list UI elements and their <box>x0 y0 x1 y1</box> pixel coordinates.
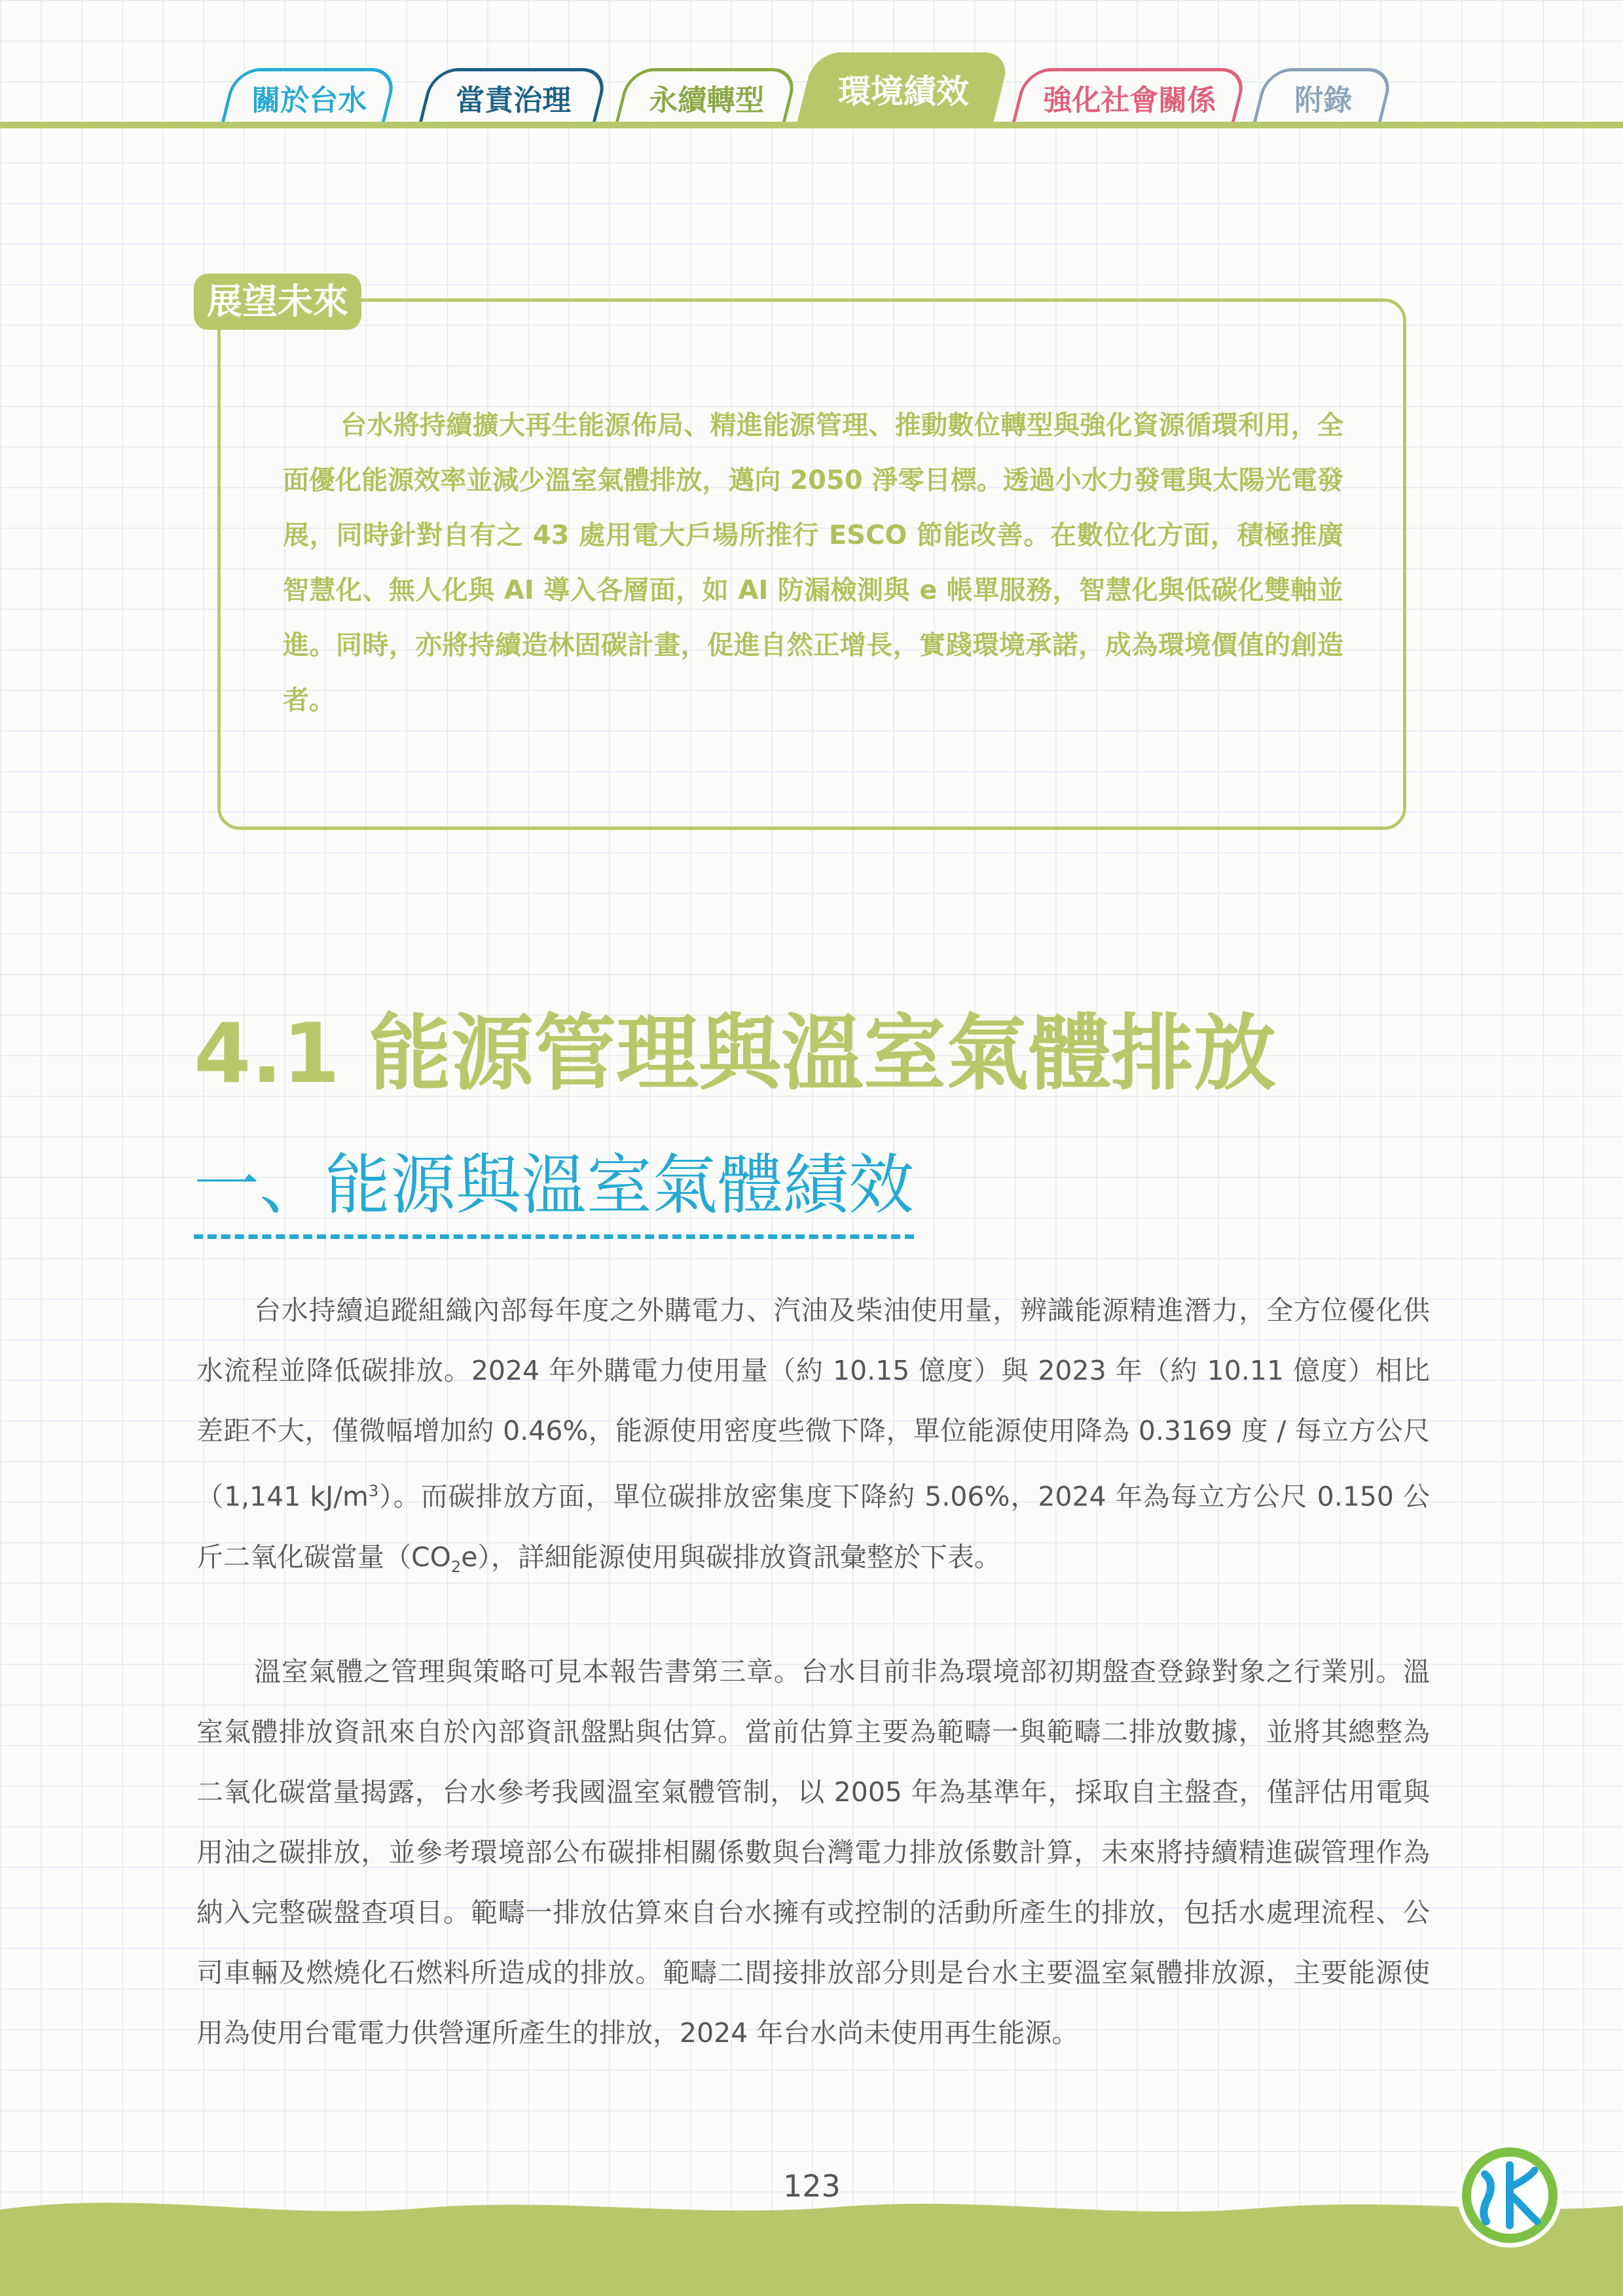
subscript: 2 <box>450 1557 462 1576</box>
body-paragraph-1 <box>196 1280 1430 1597</box>
tab-environmental-performance[interactable] <box>796 52 1011 126</box>
tab-about[interactable] <box>221 68 399 123</box>
tab-sustainable-transformation[interactable] <box>615 68 799 123</box>
page-number: 123 <box>783 2168 841 2204</box>
tab-underline <box>0 122 1623 128</box>
tab-label: 關於台水 <box>251 83 367 117</box>
superscript: 3 <box>368 1482 379 1500</box>
outlook-title: 展望未來 <box>194 274 361 330</box>
tab-governance[interactable] <box>419 68 610 123</box>
tab-appendix[interactable] <box>1253 68 1395 123</box>
tab-label: 當責治理 <box>456 83 572 117</box>
tab-label: 環境績效 <box>838 73 969 111</box>
top-tab-bar <box>0 0 1623 131</box>
taiwan-water-logo-icon <box>1456 2142 1563 2249</box>
section-title: 4.1 能源管理與溫室氣體排放 <box>194 1005 1277 1102</box>
body-paragraph-2: 溫室氣體之管理與策略可見本報告書第三章。台水目前非為環境部初期盤查登錄對象之行業別。溫室氣體排放資訊來自於內部資訊盤點與估算。當前估算主要為範疇一與範疇二排放數據，並將其總整為二氧化碳當量揭露，台水參考我國溫室氣體管制，以 2005 年為基準年，採取自主盤查，僅評估用電與用油之碳排放，並參考環境部公布碳排相關係數與台灣電力排放係數計算，未來將持續精進碳管理作為納入完整碳盤查項目。範疇一排放估算來自台水擁有或控制的活動所產生的排放，包括水處理流程、公司車輛及燃燒化石燃料所造成的排放。範疇二間接排放部分則是台水主要溫室氣體排放源，主要能源使用為使用台電電力供營運所產生的排放，2024 年台水尚未使用再生能源。 <box>196 1656 1430 2049</box>
tab-label: 強化社會關係 <box>1043 83 1216 117</box>
paragraph-text: e），詳細能源使用與碳排放資訊彙整於下表。 <box>461 1541 1001 1573</box>
subsection-title: 一、能源與溫室氣體績效 <box>194 1143 914 1239</box>
tab-label: 永續轉型 <box>649 83 765 117</box>
tab-social-relations[interactable] <box>1012 68 1249 123</box>
outlook-text: 台水將持續擴大再生能源佈局、精進能源管理、推動數位轉型與強化資源循環利用，全面優化能源效率並減少溫室氣體排放，邁向 2050 淨零目標。透過小水力發電與太陽光電發展，同時針對自有之 43 處用電大戶場所推行 ESCO 節能改善。在數位化方面，積極推廣智慧化、無人化與 AI 導入各層面，如 AI 防漏檢測與 e 帳單服務，智慧化與低碳化雙軸並進。同時，亦將持續造林固碳計畫，促進自然正增長，實踐環境承諾，成為環境價值的創造者。 <box>283 410 1343 715</box>
tab-label: 附錄 <box>1294 83 1353 117</box>
paragraph-text: 台水持續追蹤組織內部每年度之外購電力、汽油及柴油使用量，辨識能源精進潛力，全方位優化供水流程並降低碳排放。2024 年外購電力使用量（約 10.15 億度）與 2023 年（約 10.11 億度）相比差距不大，僅微幅增加約 0.46%，能源使用密度些微下降，單位能源使用降為 0.3169 度 / 每立方公尺（1,141 kJ/m <box>196 1295 1430 1513</box>
paragraph-text: ）。而碳排放方面，單位碳排放密集度下降約 5.06%，2024 年為每立方公尺 0.150 公斤二氧化碳當量（CO <box>196 1480 1430 1573</box>
